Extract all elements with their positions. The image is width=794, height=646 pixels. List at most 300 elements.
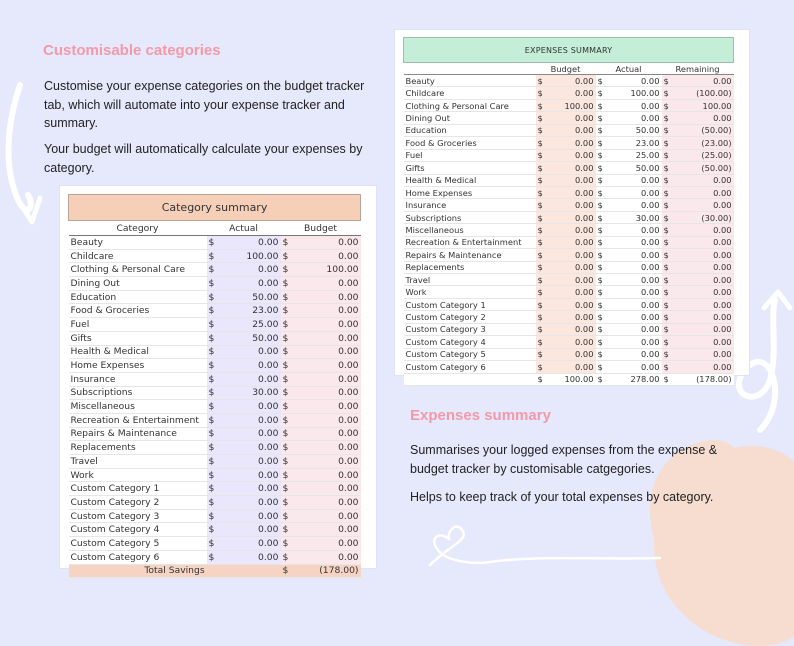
table-row — [404, 211, 734, 223]
currency-symbol: $ — [597, 299, 603, 310]
category-cell[interactable]: Fuel — [69, 318, 207, 332]
budget-cell: 0.00 — [545, 261, 596, 273]
actual-cell: 0.00 — [605, 286, 662, 298]
budget-cell[interactable]: 0.00 — [291, 290, 361, 304]
expenses-summary-text: Summarises your logged expenses from the expense & budget tracker by customisable catgegories. — [410, 443, 718, 476]
currency-symbol: $ — [597, 100, 603, 111]
category-summary-title-row — [69, 195, 361, 221]
category-cell[interactable]: Replacements — [69, 441, 207, 455]
table-row — [69, 263, 361, 277]
currency-symbol: $ — [281, 304, 291, 318]
remaining-cell: 0.00 — [671, 261, 734, 273]
remaining-cell: 0.00 — [671, 174, 734, 186]
currency-symbol: $ — [537, 100, 543, 111]
currency-symbol: $ — [281, 496, 291, 510]
budget-cell: 0.00 — [545, 186, 596, 198]
budget-cell: 0.00 — [545, 286, 596, 298]
currency-symbol: $ — [537, 237, 543, 248]
total-savings-label: Total Savings — [69, 564, 281, 578]
actual-cell[interactable]: 0.00 — [217, 550, 281, 564]
remaining-cell: 0.00 — [671, 199, 734, 211]
actual-cell[interactable]: 0.00 — [217, 413, 281, 427]
actual-cell: 0.00 — [605, 274, 662, 286]
table-row — [404, 224, 734, 236]
table-row — [69, 249, 361, 263]
budget-cell[interactable]: 0.00 — [291, 345, 361, 359]
category-cell[interactable]: Clothing & Personal Care — [69, 263, 207, 277]
currency-symbol: $ — [663, 162, 669, 173]
currency-symbol: $ — [281, 277, 291, 291]
currency-symbol: $ — [207, 386, 217, 400]
actual-cell[interactable]: 0.00 — [217, 263, 281, 277]
actual-cell[interactable]: 0.00 — [217, 509, 281, 523]
actual-cell[interactable]: 0.00 — [217, 537, 281, 551]
category-cell[interactable]: Custom Category 6 — [69, 550, 207, 564]
remaining-cell: (23.00) — [671, 137, 734, 149]
currency-symbol: $ — [663, 374, 669, 385]
total-savings-row — [69, 564, 361, 578]
currency-symbol: $ — [537, 224, 543, 235]
currency-symbol: $ — [281, 290, 291, 304]
table-row — [404, 249, 734, 261]
budget-cell: 0.00 — [545, 174, 596, 186]
currency-symbol: $ — [597, 336, 603, 347]
table-row — [404, 149, 734, 161]
budget-cell: 0.00 — [545, 236, 596, 248]
currency-symbol: $ — [281, 236, 291, 250]
currency-symbol: $ — [597, 361, 603, 372]
currency-symbol: $ — [207, 455, 217, 469]
actual-cell: 0.00 — [605, 186, 662, 198]
currency-symbol: $ — [281, 482, 291, 496]
category-cell[interactable]: Education — [69, 290, 207, 304]
currency-symbol: $ — [537, 312, 543, 323]
budget-cell: 0.00 — [545, 137, 596, 149]
currency-symbol: $ — [281, 359, 291, 373]
actual-cell[interactable]: 0.00 — [217, 277, 281, 291]
currency-symbol: $ — [281, 400, 291, 414]
actual-cell: 0.00 — [605, 112, 662, 124]
category-cell: Custom Category 1 — [404, 298, 536, 310]
remaining-cell: 0.00 — [671, 75, 734, 87]
table-row — [404, 174, 734, 186]
table-row — [404, 348, 734, 360]
currency-symbol: $ — [281, 537, 291, 551]
actual-cell: 0.00 — [605, 298, 662, 310]
currency-symbol: $ — [663, 361, 669, 372]
budget-cell: 0.00 — [545, 224, 596, 236]
currency-symbol: $ — [537, 274, 543, 285]
currency-symbol: $ — [207, 427, 217, 441]
remaining-cell: 0.00 — [671, 224, 734, 236]
budget-cell[interactable]: 0.00 — [291, 509, 361, 523]
budget-cell[interactable]: 0.00 — [291, 523, 361, 537]
currency-symbol: $ — [207, 523, 217, 537]
remaining-cell: 0.00 — [671, 112, 734, 124]
actual-cell: 0.00 — [605, 348, 662, 360]
actual-cell: 23.00 — [605, 137, 662, 149]
remaining-cell: 0.00 — [671, 236, 734, 248]
customisable-categories-text: Customise your expense categories on the budget tracker tab, which will automate into your expense tracker and summary. — [44, 79, 365, 130]
budget-cell[interactable]: 0.00 — [291, 386, 361, 400]
currency-symbol: $ — [207, 331, 217, 345]
currency-symbol: $ — [537, 262, 543, 273]
expenses-summary-heading: Expenses summary — [410, 407, 551, 424]
budget-cell[interactable]: 0.00 — [291, 249, 361, 263]
actual-cell: 30.00 — [605, 211, 662, 223]
category-cell[interactable]: Custom Category 2 — [69, 496, 207, 510]
currency-symbol: $ — [537, 113, 543, 124]
currency-symbol: $ — [281, 523, 291, 537]
budget-cell[interactable]: 0.00 — [291, 372, 361, 386]
expenses-summary-title-row — [404, 38, 734, 63]
currency-symbol: $ — [537, 336, 543, 347]
currency-symbol: $ — [663, 249, 669, 260]
budget-cell[interactable]: 0.00 — [291, 468, 361, 482]
currency-symbol: $ — [281, 372, 291, 386]
budget-cell[interactable]: 0.00 — [291, 331, 361, 345]
category-cell[interactable]: Home Expenses — [69, 359, 207, 373]
currency-symbol: $ — [597, 374, 603, 385]
table-row — [404, 137, 734, 149]
table-row — [404, 286, 734, 298]
actual-cell: 0.00 — [605, 174, 662, 186]
currency-symbol: $ — [663, 137, 669, 148]
currency-symbol: $ — [597, 324, 603, 335]
currency-symbol: $ — [207, 550, 217, 564]
actual-cell[interactable]: 0.00 — [217, 455, 281, 469]
category-cell: Replacements — [404, 261, 536, 273]
table-row — [69, 523, 361, 537]
total-actual: 278.00 — [605, 373, 662, 385]
category-cell: Repairs & Maintenance — [404, 249, 536, 261]
actual-cell[interactable]: 0.00 — [217, 236, 281, 250]
currency-symbol: $ — [597, 237, 603, 248]
budget-cell[interactable]: 0.00 — [291, 482, 361, 496]
currency-symbol: $ — [597, 200, 603, 211]
category-cell: Custom Category 4 — [404, 336, 536, 348]
currency-symbol: $ — [207, 277, 217, 291]
currency-symbol: $ — [663, 312, 669, 323]
currency-symbol: $ — [597, 312, 603, 323]
category-cell[interactable]: Childcare — [69, 249, 207, 263]
totals-row — [404, 373, 734, 385]
category-cell[interactable]: Travel — [69, 455, 207, 469]
table-row — [69, 290, 361, 304]
remaining-cell: 0.00 — [671, 311, 734, 323]
category-cell[interactable]: Dining Out — [69, 277, 207, 291]
table-row — [69, 468, 361, 482]
currency-symbol: $ — [663, 287, 669, 298]
actual-cell: 0.00 — [605, 361, 662, 373]
table-row — [404, 87, 734, 99]
total-remaining: (178.00) — [671, 373, 734, 385]
header-budget: Budget — [536, 63, 596, 75]
budget-cell[interactable]: 0.00 — [291, 304, 361, 318]
budget-cell[interactable]: 0.00 — [291, 318, 361, 332]
table-row — [69, 509, 361, 523]
table-row — [69, 400, 361, 414]
totals-label-cell — [404, 373, 536, 385]
category-summary-header-row — [69, 221, 361, 236]
actual-cell[interactable]: 50.00 — [217, 331, 281, 345]
category-cell: Custom Category 3 — [404, 323, 536, 335]
remaining-cell: (100.00) — [671, 87, 734, 99]
category-summary-sheet — [60, 186, 376, 577]
table-row — [69, 496, 361, 510]
actual-cell: 0.00 — [605, 236, 662, 248]
table-row — [404, 361, 734, 373]
category-cell[interactable]: Custom Category 4 — [69, 523, 207, 537]
table-row — [404, 261, 734, 273]
table-row — [69, 318, 361, 332]
actual-cell[interactable]: 0.00 — [217, 400, 281, 414]
category-cell[interactable]: Work — [69, 468, 207, 482]
currency-symbol: $ — [663, 349, 669, 360]
budget-cell: 0.00 — [545, 311, 596, 323]
actual-cell[interactable]: 0.00 — [217, 523, 281, 537]
remaining-cell: 0.00 — [671, 286, 734, 298]
budget-cell[interactable]: 0.00 — [291, 537, 361, 551]
actual-cell: 0.00 — [605, 323, 662, 335]
table-row — [69, 277, 361, 291]
category-cell[interactable]: Food & Groceries — [69, 304, 207, 318]
budget-cell[interactable]: 0.00 — [291, 413, 361, 427]
currency-symbol: $ — [597, 224, 603, 235]
table-row — [404, 99, 734, 111]
actual-cell[interactable]: 50.00 — [217, 290, 281, 304]
currency-symbol: $ — [207, 345, 217, 359]
expenses-summary-table — [403, 37, 734, 386]
budget-cell: 0.00 — [545, 348, 596, 360]
currency-symbol: $ — [281, 263, 291, 277]
actual-cell[interactable]: 0.00 — [217, 372, 281, 386]
actual-cell[interactable]: 0.00 — [217, 345, 281, 359]
currency-symbol: $ — [281, 331, 291, 345]
currency-symbol: $ — [663, 224, 669, 235]
expenses-tracking-text: Helps to keep track of your total expenses by category. — [410, 490, 714, 504]
budget-cell: 0.00 — [545, 199, 596, 211]
currency-symbol: $ — [597, 88, 603, 99]
currency-symbol: $ — [537, 299, 543, 310]
table-row — [69, 427, 361, 441]
remaining-cell: 0.00 — [671, 361, 734, 373]
budget-calculation-text: Your budget will automatically calculate your expenses by category. — [44, 142, 363, 175]
actual-cell: 0.00 — [605, 199, 662, 211]
currency-symbol: $ — [663, 212, 669, 223]
actual-cell: 0.00 — [605, 311, 662, 323]
actual-cell: 0.00 — [605, 75, 662, 87]
budget-cell[interactable]: 0.00 — [291, 277, 361, 291]
currency-symbol: $ — [537, 349, 543, 360]
budget-cell: 0.00 — [545, 211, 596, 223]
actual-cell[interactable]: 25.00 — [217, 318, 281, 332]
table-row — [404, 336, 734, 348]
currency-symbol: $ — [537, 287, 543, 298]
currency-symbol: $ — [663, 237, 669, 248]
actual-cell[interactable]: 30.00 — [217, 386, 281, 400]
currency-symbol: $ — [207, 318, 217, 332]
category-cell: Clothing & Personal Care — [404, 99, 536, 111]
currency-symbol: $ — [207, 496, 217, 510]
table-row — [404, 75, 734, 87]
category-cell: Miscellaneous — [404, 224, 536, 236]
category-cell: Custom Category 6 — [404, 361, 536, 373]
actual-cell[interactable]: 0.00 — [217, 427, 281, 441]
actual-cell: 50.00 — [605, 124, 662, 136]
currency-symbol: $ — [537, 187, 543, 198]
budget-cell: 100.00 — [545, 99, 596, 111]
actual-cell: 0.00 — [605, 336, 662, 348]
table-row — [404, 186, 734, 198]
category-summary-table — [68, 194, 361, 578]
currency-symbol: $ — [537, 361, 543, 372]
remaining-cell: 100.00 — [671, 99, 734, 111]
table-row — [69, 550, 361, 564]
currency-symbol: $ — [663, 100, 669, 111]
currency-symbol: $ — [663, 150, 669, 161]
currency-symbol: $ — [597, 137, 603, 148]
currency-symbol: $ — [281, 455, 291, 469]
budget-cell: 0.00 — [545, 75, 596, 87]
currency-symbol: $ — [207, 441, 217, 455]
currency-symbol: $ — [537, 125, 543, 136]
currency-symbol: $ — [281, 413, 291, 427]
category-cell[interactable]: Repairs & Maintenance — [69, 427, 207, 441]
category-cell[interactable]: Recreation & Entertainment — [69, 413, 207, 427]
budget-cell[interactable]: 0.00 — [291, 550, 361, 564]
currency-symbol: $ — [663, 88, 669, 99]
currency-symbol: $ — [207, 304, 217, 318]
remaining-cell: 0.00 — [671, 336, 734, 348]
budget-cell[interactable]: 100.00 — [291, 263, 361, 277]
actual-cell[interactable]: 100.00 — [217, 249, 281, 263]
budget-cell[interactable]: 0.00 — [291, 359, 361, 373]
remaining-cell: (30.00) — [671, 211, 734, 223]
currency-symbol: $ — [537, 88, 543, 99]
table-row — [404, 274, 734, 286]
category-cell: Fuel — [404, 149, 536, 161]
currency-symbol: $ — [207, 249, 217, 263]
currency-symbol: $ — [663, 336, 669, 347]
budget-cell: 0.00 — [545, 336, 596, 348]
table-row — [404, 298, 734, 310]
currency-symbol: $ — [597, 187, 603, 198]
actual-cell[interactable]: 0.00 — [217, 482, 281, 496]
category-cell: Childcare — [404, 87, 536, 99]
currency-symbol: $ — [597, 274, 603, 285]
category-cell[interactable]: Custom Category 5 — [69, 537, 207, 551]
table-row — [69, 372, 361, 386]
currency-symbol: $ — [663, 274, 669, 285]
remaining-cell: 0.00 — [671, 249, 734, 261]
category-cell[interactable]: Health & Medical — [69, 345, 207, 359]
category-cell[interactable]: Insurance — [69, 372, 207, 386]
table-row — [404, 162, 734, 174]
budget-cell[interactable]: 0.00 — [291, 496, 361, 510]
budget-cell[interactable]: 0.00 — [291, 455, 361, 469]
remaining-cell: 0.00 — [671, 274, 734, 286]
category-cell: Work — [404, 286, 536, 298]
actual-cell[interactable]: 0.00 — [217, 359, 281, 373]
currency-symbol: $ — [663, 187, 669, 198]
currency-symbol: $ — [537, 324, 543, 335]
category-cell: Food & Groceries — [404, 137, 536, 149]
table-row — [69, 537, 361, 551]
actual-cell[interactable]: 0.00 — [217, 468, 281, 482]
category-cell[interactable]: Custom Category 1 — [69, 482, 207, 496]
table-row — [69, 304, 361, 318]
currency-symbol: $ — [281, 441, 291, 455]
budget-cell: 0.00 — [545, 87, 596, 99]
currency-symbol: $ — [281, 249, 291, 263]
currency-symbol: $ — [597, 349, 603, 360]
category-cell: Travel — [404, 274, 536, 286]
table-row — [69, 455, 361, 469]
currency-symbol: $ — [663, 175, 669, 186]
actual-cell[interactable]: 0.00 — [217, 441, 281, 455]
remaining-cell: (50.00) — [671, 162, 734, 174]
actual-cell: 100.00 — [605, 87, 662, 99]
currency-symbol: $ — [537, 150, 543, 161]
category-cell[interactable]: Miscellaneous — [69, 400, 207, 414]
currency-symbol: $ — [207, 290, 217, 304]
category-cell: Custom Category 2 — [404, 311, 536, 323]
customisable-categories-heading: Customisable categories — [43, 42, 221, 59]
total-budget: 100.00 — [545, 373, 596, 385]
table-row — [404, 199, 734, 211]
category-cell: Subscriptions — [404, 211, 536, 223]
actual-cell[interactable]: 0.00 — [217, 496, 281, 510]
actual-cell: 50.00 — [605, 162, 662, 174]
category-cell: Health & Medical — [404, 174, 536, 186]
currency-symbol: $ — [663, 75, 669, 86]
total-savings-value: (178.00) — [291, 564, 361, 578]
actual-cell: 0.00 — [605, 249, 662, 261]
currency-symbol: $ — [663, 113, 669, 124]
budget-cell: 0.00 — [545, 274, 596, 286]
category-cell: Dining Out — [404, 112, 536, 124]
remaining-cell: 0.00 — [671, 323, 734, 335]
actual-cell: 0.00 — [605, 224, 662, 236]
budget-cell[interactable]: 0.00 — [291, 427, 361, 441]
currency-symbol: $ — [663, 262, 669, 273]
currency-symbol: $ — [207, 359, 217, 373]
currency-symbol: $ — [281, 550, 291, 564]
budget-cell[interactable]: 0.00 — [291, 400, 361, 414]
table-row — [404, 112, 734, 124]
budget-cell[interactable]: 0.00 — [291, 236, 361, 250]
table-row — [69, 345, 361, 359]
category-cell[interactable]: Beauty — [69, 236, 207, 250]
budget-cell: 0.00 — [545, 112, 596, 124]
budget-cell[interactable]: 0.00 — [291, 441, 361, 455]
category-cell[interactable]: Subscriptions — [69, 386, 207, 400]
actual-cell[interactable]: 23.00 — [217, 304, 281, 318]
header-budget: Budget — [281, 221, 361, 236]
table-row — [69, 331, 361, 345]
category-cell[interactable]: Gifts — [69, 331, 207, 345]
header-actual: Actual — [207, 221, 281, 236]
remaining-cell: (25.00) — [671, 149, 734, 161]
currency-symbol: $ — [597, 125, 603, 136]
budget-cell: 0.00 — [545, 361, 596, 373]
category-summary-title: Category summary — [69, 195, 361, 221]
category-cell: Custom Category 5 — [404, 348, 536, 360]
category-cell: Insurance — [404, 199, 536, 211]
budget-cell: 0.00 — [545, 298, 596, 310]
category-cell[interactable]: Custom Category 3 — [69, 509, 207, 523]
